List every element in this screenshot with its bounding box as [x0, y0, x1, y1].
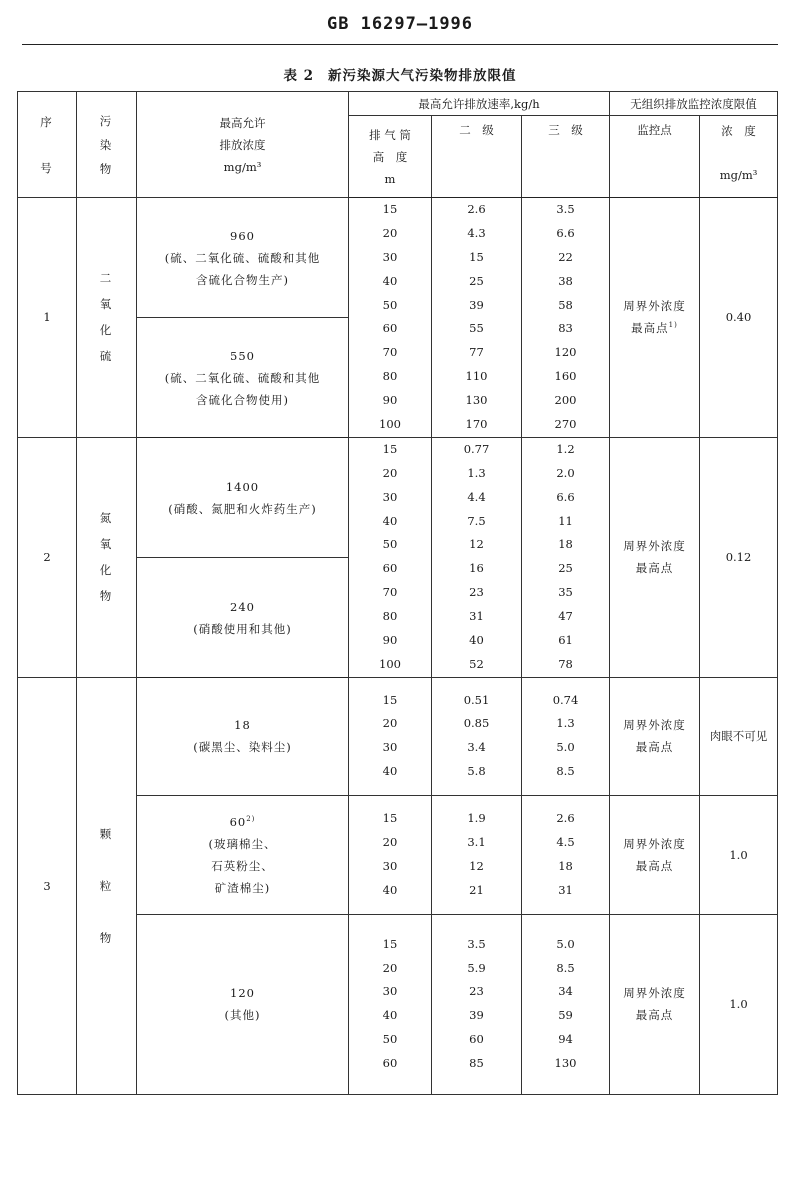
pollutant-so2: 二 氧 化 硫 [77, 198, 137, 438]
limit-nox: 0.12 [700, 437, 778, 677]
table-title: 新污染源大气污染物排放限值 [328, 68, 517, 84]
conc-so2-use: 550 (硫、二氧化硫、硫酸和其他 含硫化合物使用) [137, 318, 349, 437]
seq-1: 1 [18, 198, 77, 438]
header-max-concentration: 最高允许 排放浓度 mg/m³ [137, 92, 349, 198]
header-stack-height: 排 气 筒 高 度 m [349, 116, 432, 198]
grade3-nox: 1.2 2.0 6.6 11 18 25 35 47 61 78 [522, 437, 610, 677]
header-rule [22, 44, 778, 45]
heights-pm-a: 15 20 30 40 [349, 677, 432, 795]
heights-pm-c: 15 20 30 40 50 60 [349, 914, 432, 1094]
table-caption [0, 64, 800, 84]
pollutant-particulate: 颗 粒 物 [77, 677, 137, 1094]
conc-pm-glass-wool: 60$^{2)}$ (玻璃棉尘、 石英粉尘、 矿渣棉尘) [137, 795, 349, 914]
conc-so2-production: 960 (硫、二氧化硫、硫酸和其他 含硫化合物生产) [137, 198, 349, 318]
header-seq: 序 号 [18, 92, 77, 198]
grade3-pm-b: 2.6 4.5 18 31 [522, 795, 610, 914]
limit-pm-a: 肉眼不可见 [700, 677, 778, 795]
conc-pm-carbon-black: 18 (碳黑尘、染料尘) [137, 677, 349, 795]
grade2-pm-a: 0.51 0.85 3.4 5.8 [432, 677, 522, 795]
grade3-pm-a: 0.74 1.3 5.0 8.5 [522, 677, 610, 795]
grade2-nox: 0.77 1.3 4.4 7.5 12 16 23 31 40 52 [432, 437, 522, 677]
header-grade2: 二 级 [432, 116, 522, 198]
standard-code-header: GB 16297—1996 [326, 14, 474, 34]
monitor-pm-c: 周界外浓度 最高点 [610, 914, 700, 1094]
heights-nox: 15 20 30 40 50 60 70 80 90 100 [349, 437, 432, 677]
heights-so2: 15 20 30 40 50 60 70 80 90 100 [349, 198, 432, 438]
table-row-so2-a [18, 198, 778, 318]
header-row-1 [18, 92, 778, 116]
grade2-so2: 2.6 4.3 15 25 39 55 77 110 130 170 [432, 198, 522, 438]
conc-nox-production: 1400 (硝酸、氮肥和火炸药生产) [137, 437, 349, 557]
table-row-pm-a [18, 677, 778, 795]
grade3-so2: 3.5 6.6 22 38 58 83 120 160 200 270 [522, 198, 610, 438]
monitor-pm-a: 周界外浓度 最高点 [610, 677, 700, 795]
emission-limits-table [17, 91, 778, 1095]
header-grade3: 三 级 [522, 116, 610, 198]
limit-so2: 0.40 [700, 198, 778, 438]
header-max-rate: 最高允许排放速率,kg/h [349, 92, 610, 116]
header-monitor-point: 监控点 [610, 116, 700, 198]
seq-3: 3 [18, 677, 77, 1094]
conc-nox-use: 240 (硝酸使用和其他) [137, 558, 349, 677]
pollutant-nox: 氮 氧 化 物 [77, 437, 137, 677]
seq-2: 2 [18, 437, 77, 677]
limit-pm-c: 1.0 [700, 914, 778, 1094]
monitor-so2: 周界外浓度 最高点$^{1)}$ [610, 198, 700, 438]
grade3-pm-c: 5.0 8.5 34 59 94 130 [522, 914, 610, 1094]
monitor-pm-b: 周界外浓度 最高点 [610, 795, 700, 914]
limit-pm-b: 1.0 [700, 795, 778, 914]
header-concentration: 浓 度 mg/m³ [700, 116, 778, 198]
grade2-pm-b: 1.9 3.1 12 21 [432, 795, 522, 914]
table-row-nox-a [18, 437, 778, 557]
heights-pm-b: 15 20 30 40 [349, 795, 432, 914]
monitor-nox: 周界外浓度 最高点 [610, 437, 700, 677]
header-fugitive: 无组织排放监控浓度限值 [610, 92, 778, 116]
grade2-pm-c: 3.5 5.9 23 39 60 85 [432, 914, 522, 1094]
header-pollutant: 污 染 物 [77, 92, 137, 198]
table-number: 表 2 [283, 68, 315, 84]
conc-pm-other: 120 (其他) [137, 914, 349, 1094]
